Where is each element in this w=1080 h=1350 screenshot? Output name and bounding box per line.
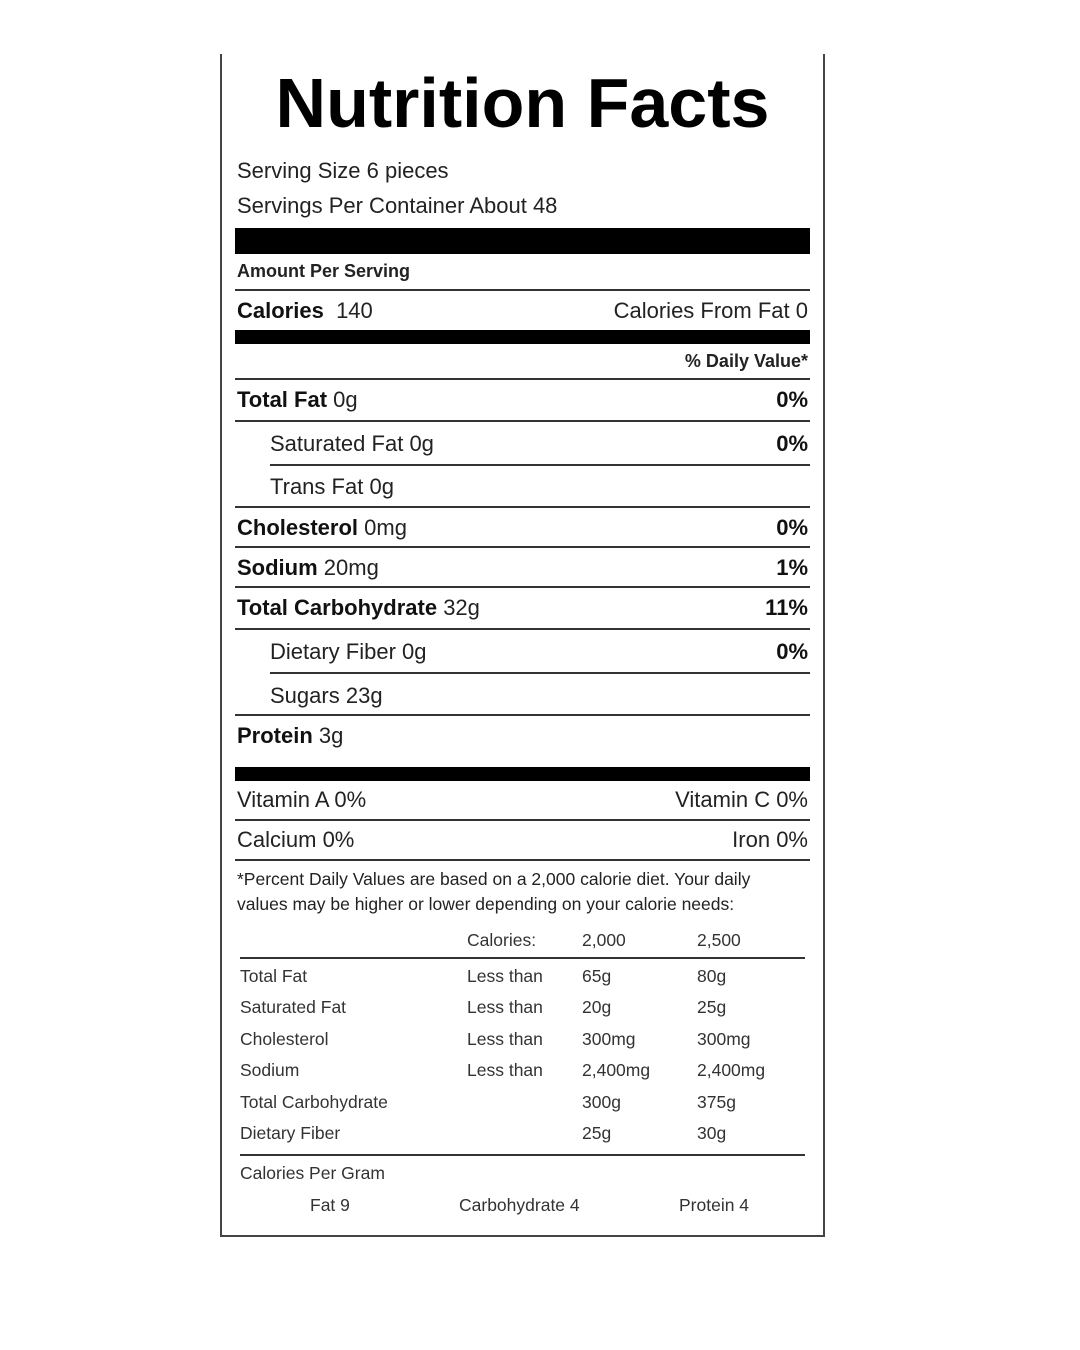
nutrition-facts-label xyxy=(220,54,825,1237)
dv-row-v1: 25g xyxy=(582,1123,612,1143)
dv-row-v2: 2,400mg xyxy=(697,1060,766,1080)
calories-label-group xyxy=(237,298,373,324)
dv-row-name: Total Fat xyxy=(240,966,308,986)
nutrient-name: Trans Fat xyxy=(270,474,364,499)
label-title: Nutrition Facts xyxy=(275,64,770,142)
nutrient-dv: 0% xyxy=(776,515,808,540)
nutrient-row-trans-fat xyxy=(270,472,808,502)
amount-per-serving: Amount Per Serving xyxy=(237,261,411,281)
divider xyxy=(235,628,810,630)
nutrient-row-sodium xyxy=(237,553,808,583)
dv-row-qualifier: Less than xyxy=(467,1060,543,1080)
nutrient-amount: 20mg xyxy=(323,555,379,580)
nutrient-row-sugars xyxy=(270,681,808,711)
nutrient-dv: 11% xyxy=(765,595,808,620)
vitamin-c: Vitamin C 0% xyxy=(675,787,808,812)
nutrient-name: Protein xyxy=(237,723,313,748)
nutrient-amount: 0g xyxy=(409,431,434,456)
calories-per-gram-fat: Fat 9 xyxy=(310,1195,350,1215)
vitamin-row-1 xyxy=(237,785,808,815)
dv-row-v1: 300mg xyxy=(582,1029,636,1049)
divider xyxy=(235,859,810,861)
divider xyxy=(235,714,810,716)
dv-row-v1: 2,400mg xyxy=(582,1060,651,1080)
divider xyxy=(235,506,810,508)
divider xyxy=(270,672,810,674)
nutrient-row-total-carbohydrate xyxy=(237,593,808,623)
calories-per-gram-carbohydrate: Carbohydrate 4 xyxy=(459,1195,580,1215)
dv-row-name: Saturated Fat xyxy=(240,997,347,1017)
nutrient-amount: 0g xyxy=(402,639,427,664)
vitamin-row-2 xyxy=(237,825,808,855)
calories-label: Calories xyxy=(237,298,324,323)
dv-header-2000: 2,000 xyxy=(582,930,626,950)
calories-per-gram-label: Calories Per Gram xyxy=(240,1163,385,1183)
nutrient-amount: 0g xyxy=(369,474,394,499)
dv-row-name: Sodium xyxy=(240,1060,300,1080)
dv-row-v2: 300mg xyxy=(697,1029,751,1049)
nutrient-name: Dietary Fiber xyxy=(270,639,396,664)
dv-row-v2: 80g xyxy=(697,966,727,986)
divider xyxy=(240,1154,805,1156)
divider xyxy=(235,420,810,422)
calcium: Calcium 0% xyxy=(237,827,355,852)
calories-row xyxy=(237,296,808,326)
nutrient-row-saturated-fat xyxy=(270,429,808,459)
dv-row-name: Dietary Fiber xyxy=(240,1123,341,1143)
nutrient-name: Sugars xyxy=(270,683,340,708)
calories-from-fat: Calories From Fat 0 xyxy=(613,298,808,323)
dv-header-2500: 2,500 xyxy=(697,930,741,950)
divider xyxy=(235,819,810,821)
calories-per-gram-protein: Protein 4 xyxy=(679,1195,750,1215)
vitamin-a: Vitamin A 0% xyxy=(237,787,367,812)
dv-row-v1: 20g xyxy=(582,997,612,1017)
daily-value-header: % Daily Value* xyxy=(684,351,808,371)
dv-row-qualifier: Less than xyxy=(467,966,543,986)
divider xyxy=(235,378,810,380)
dv-row-v1: 300g xyxy=(582,1092,621,1112)
nutrient-dv: 1% xyxy=(776,555,808,580)
nutrient-dv: 0% xyxy=(776,639,808,664)
servings-per-container: Servings Per Container About 48 xyxy=(237,193,558,218)
dv-row-v2: 30g xyxy=(697,1123,727,1143)
nutrient-name: Sodium xyxy=(237,555,318,580)
dv-row-v2: 375g xyxy=(697,1092,736,1112)
medium-divider xyxy=(235,330,810,344)
nutrient-dv: 0% xyxy=(776,387,808,412)
dv-row-name: Cholesterol xyxy=(240,1029,329,1049)
dv-row-v2: 25g xyxy=(697,997,727,1017)
divider xyxy=(235,586,810,588)
calories-value: 140 xyxy=(336,298,373,323)
nutrient-amount: 32g xyxy=(443,595,480,620)
nutrient-name: Saturated Fat xyxy=(270,431,404,456)
thick-divider xyxy=(235,228,810,254)
nutrient-name: Total Carbohydrate xyxy=(237,595,438,620)
divider xyxy=(235,289,810,291)
nutrient-dv: 0% xyxy=(776,431,808,456)
medium-divider xyxy=(235,767,810,781)
divider xyxy=(240,957,805,959)
divider xyxy=(235,546,810,548)
dv-row-qualifier: Less than xyxy=(467,997,543,1017)
divider xyxy=(270,464,810,466)
daily-value-footnote: *Percent Daily Values are based on a 2,000 calorie diet. Your daily values may be higher or lower depending on your calorie needs: xyxy=(237,869,751,914)
nutrient-row-total-fat xyxy=(237,385,808,415)
nutrient-amount: 3g xyxy=(318,723,344,748)
dv-header-calories: Calories: xyxy=(467,930,537,950)
nutrient-row-dietary-fiber xyxy=(270,637,808,667)
dv-row-v1: 65g xyxy=(582,966,612,986)
iron: Iron 0% xyxy=(732,827,808,852)
nutrient-row-protein xyxy=(237,721,808,751)
nutrient-amount: 0mg xyxy=(364,515,407,540)
serving-size: Serving Size 6 pieces xyxy=(237,158,449,183)
nutrient-row-cholesterol xyxy=(237,513,808,543)
dv-row-qualifier: Less than xyxy=(467,1029,543,1049)
nutrient-amount: 23g xyxy=(345,683,383,708)
nutrient-name: Cholesterol xyxy=(237,515,359,540)
dv-row-name: Total Carbohydrate xyxy=(240,1092,388,1112)
nutrient-name: Total Fat xyxy=(237,387,328,412)
nutrient-amount: 0g xyxy=(333,387,358,412)
